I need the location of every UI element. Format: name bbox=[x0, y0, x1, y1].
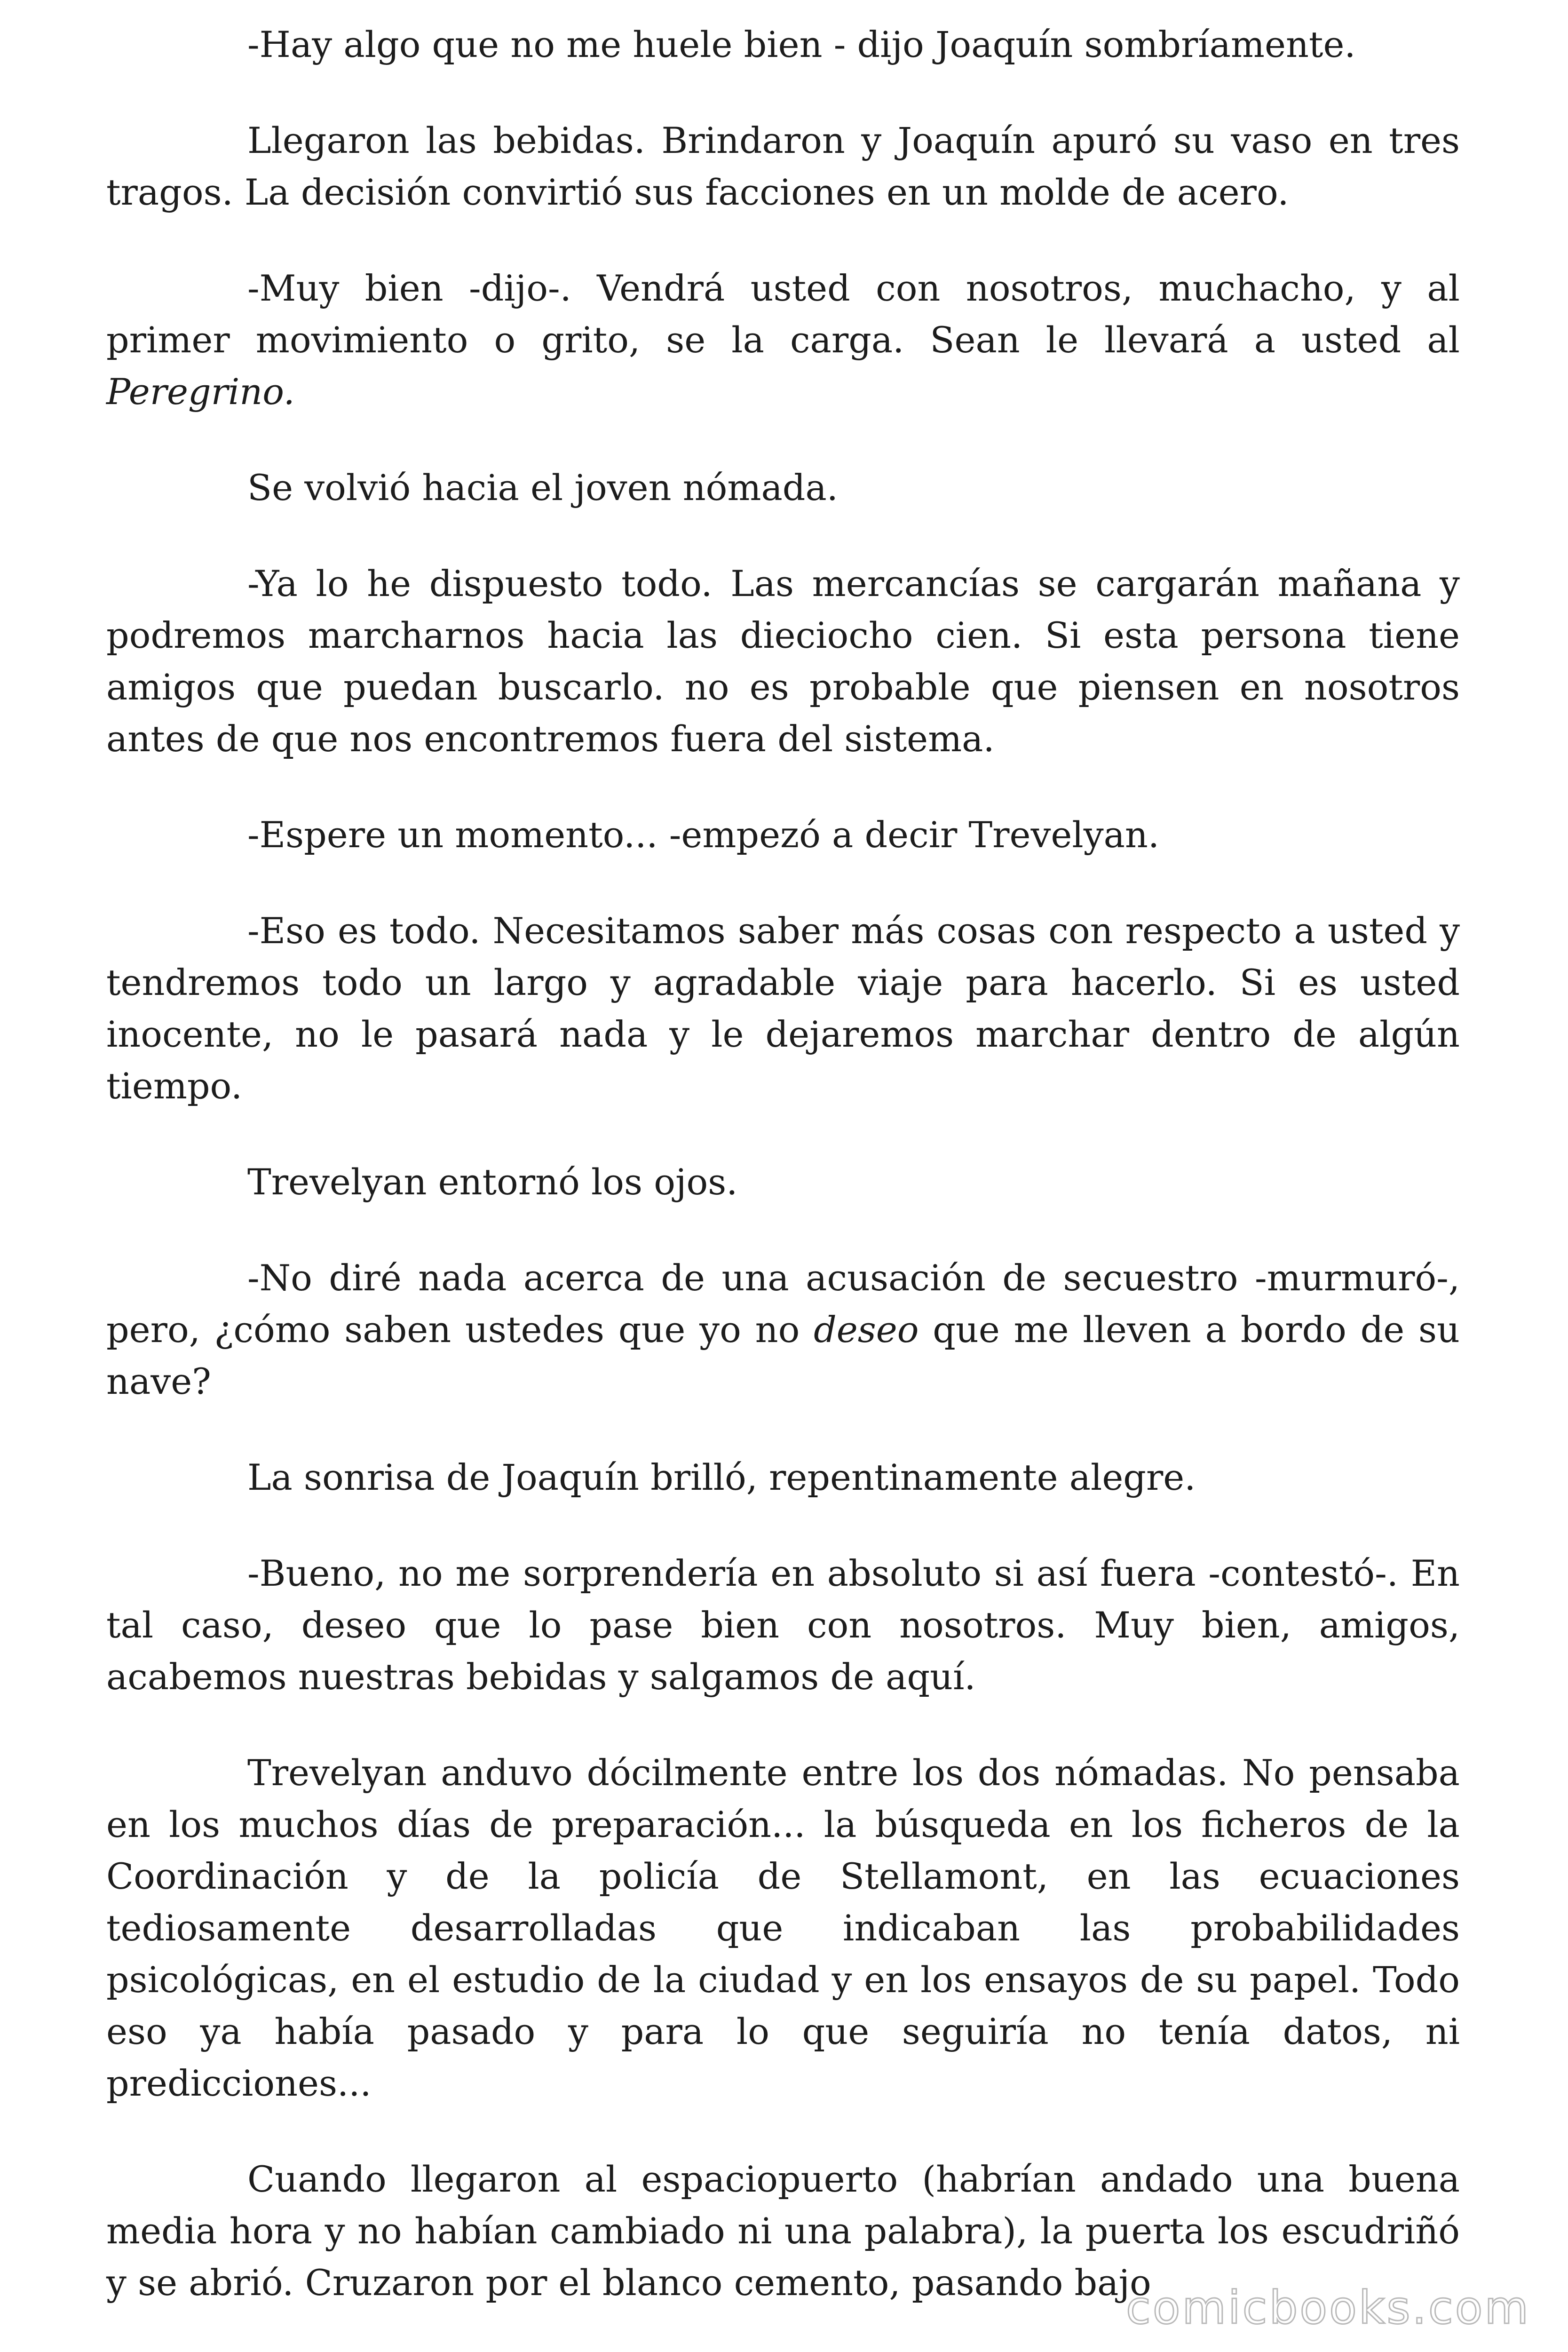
text-run: Trevelyan entornó los ojos. bbox=[247, 1161, 738, 1203]
italic-text: deseo bbox=[814, 1309, 919, 1351]
paragraph bbox=[106, 1156, 1460, 1208]
paragraph bbox=[106, 1452, 1460, 1503]
text-run: Llegaron las bebidas. Brindaron y Joaquín apuró su vaso en tres tragos. La decisión convirtió sus facciones en un molde de acero. bbox=[106, 119, 1460, 213]
paragraph bbox=[106, 1548, 1460, 1703]
text-run: -No diré nada acerca de una acusación de secuestro -murmuró-, pero, ¿cómo saben ustedes que yo no bbox=[106, 1257, 1460, 1351]
text-run: que me lleven a bordo de su nave? bbox=[106, 1309, 1460, 1402]
paragraph bbox=[106, 115, 1460, 218]
text-run: -Eso es todo. Necesitamos saber más cosas con respecto a usted y tendremos todo un largo y agradable viaje para hacerlo. Si es usted inocente, no le pasará nada y le dejaremos marchar dentro de algún tiempo. bbox=[106, 910, 1460, 1107]
paragraph bbox=[106, 262, 1460, 418]
text-run: Cuando llegaron al espaciopuerto (habrían andado una buena media hora y no habían cambiado ni una palabra), la puerta los escudriñó y se abrió. Cruzaron por el blanco cemento, pasando bajo bbox=[106, 2158, 1460, 2304]
paragraph bbox=[106, 1747, 1460, 2109]
text-run: La sonrisa de Joaquín brilló, repentinamente alegre. bbox=[247, 1456, 1196, 1498]
text-run: -Hay algo que no me huele bien - dijo Joaquín sombríamente. bbox=[247, 24, 1356, 65]
paragraph bbox=[106, 1252, 1460, 1407]
document-page bbox=[106, 19, 1460, 2309]
paragraph bbox=[106, 19, 1460, 71]
text-run: Trevelyan anduvo dócilmente entre los dos nómadas. No pensaba en los muchos días de preparación... la búsqueda en los ficheros de la Coordinación y de la policía de Stellamont, en las ecuaciones tediosamente desarrolladas que indicaban las probabilidades psicológicas, en el estudio de la ciudad y en los ensayos de su papel. Todo eso ya había pasado y para lo que seguiría no tenía datos, ni predicciones... bbox=[106, 1752, 1460, 2104]
text-run: -Ya lo he dispuesto todo. Las mercancías se cargarán mañana y podremos marcharnos hacia las dieciocho cien. Si esta persona tiene amigos que puedan buscarlo. no es probable que piensen en nosotros antes de que nos encontremos fuera del sistema. bbox=[106, 563, 1460, 760]
paragraph bbox=[106, 462, 1460, 514]
text-run: -Espere un momento... -empezó a decir Trevelyan. bbox=[247, 814, 1160, 856]
text-run: -Bueno, no me sorprendería en absoluto si así fuera -contestó-. En tal caso, deseo que lo pase bien con nosotros. Muy bien, amigos, acabemos nuestras bebidas y salgamos de aquí. bbox=[106, 1552, 1460, 1698]
paragraph bbox=[106, 558, 1460, 765]
paragraph bbox=[106, 905, 1460, 1112]
text-run: Se volvió hacia el joven nómada. bbox=[247, 467, 838, 509]
paragraph bbox=[106, 809, 1460, 861]
text-run: -Muy bien -dijo-. Vendrá usted con nosotros, muchacho, y al primer movimiento o grito, se la carga. Sean le llevará a usted al bbox=[106, 267, 1460, 361]
watermark: comicbooks.com bbox=[1125, 2281, 1530, 2334]
italic-text: Peregrino. bbox=[106, 371, 295, 413]
